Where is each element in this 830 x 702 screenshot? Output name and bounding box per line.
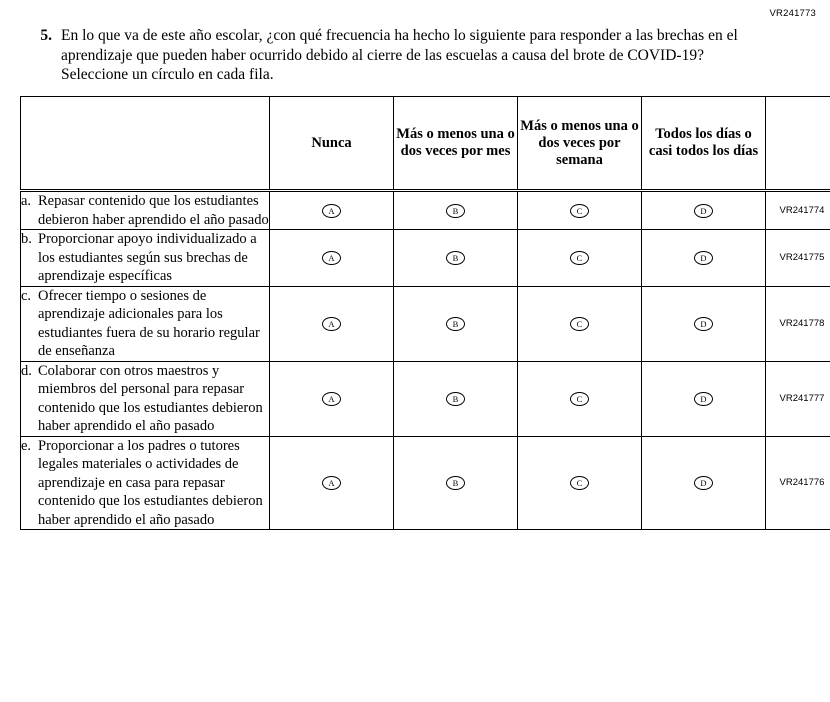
radio-bubble-icon[interactable]: D [694,392,713,406]
table-row [21,191,830,230]
radio-bubble-icon[interactable]: C [570,204,589,218]
bubble-a-monthly[interactable] [394,191,518,230]
bubble-c-monthly[interactable] [394,286,518,361]
radio-bubble-icon[interactable]: D [694,204,713,218]
header-option-daily: Todos los días o casi todos los días [642,97,766,191]
radio-bubble-icon[interactable]: C [570,392,589,406]
radio-bubble-icon[interactable]: B [446,476,465,490]
radio-bubble-icon[interactable]: C [570,317,589,331]
question-number: 5. [40,27,52,44]
row-letter: d. [21,362,32,379]
row-stem-e [21,436,270,530]
bubble-c-daily[interactable] [642,286,766,361]
header-id [766,97,830,191]
bubble-d-weekly[interactable] [518,361,642,436]
radio-bubble-icon[interactable]: D [694,317,713,331]
header-option-never: Nunca [270,97,394,191]
radio-bubble-icon[interactable]: A [322,317,341,331]
table-row [21,230,830,287]
header-option-weekly: Más o menos una o dos veces por semana [518,97,642,191]
radio-bubble-icon[interactable]: B [446,204,465,218]
bubble-e-monthly[interactable] [394,436,518,530]
bubble-e-weekly[interactable] [518,436,642,530]
response-grid [20,96,830,530]
row-letter: a. [21,193,32,209]
radio-bubble-icon[interactable]: D [694,476,713,490]
header-option-monthly: Más o menos una o dos veces por mes [394,97,518,191]
row-stem-c [21,286,270,361]
row-id-d: VR241777 [766,361,830,436]
row-id-c: VR241778 [766,286,830,361]
radio-bubble-icon[interactable]: B [446,392,465,406]
row-text: Proporcionar a los padres o tutores legales materiales o actividades de aprendizaje en casa para repasar contenido que los estudiantes debieron haber aprendido el año pasado [38,437,263,528]
row-text: Ofrecer tiempo o sesiones de aprendizaje adicionales para los estudiantes fuera de su horario regular de enseñanza [38,287,260,359]
table-row [21,286,830,361]
radio-bubble-icon[interactable]: C [570,476,589,490]
radio-bubble-icon[interactable]: B [446,251,465,265]
row-letter: b. [21,231,32,247]
radio-bubble-icon[interactable]: D [694,251,713,265]
table-row [21,436,830,530]
bubble-c-weekly[interactable] [518,286,642,361]
bubble-b-weekly[interactable] [518,230,642,287]
row-text: Repasar contenido que los estudiantes debieron haber aprendido el año pasado [38,193,269,228]
row-id-e: VR241776 [766,436,830,530]
radio-bubble-icon[interactable]: B [446,317,465,331]
header-stem [21,97,270,191]
row-stem-b [21,230,270,287]
bubble-b-daily[interactable] [642,230,766,287]
row-stem-d [21,361,270,436]
header-row [21,97,830,191]
bubble-a-daily[interactable] [642,191,766,230]
row-letter: e. [21,437,32,454]
row-stem-a [21,191,270,230]
row-text: Proporcionar apoyo individualizado a los estudiantes según sus brechas de aprendizaje específicas [38,231,257,284]
radio-bubble-icon[interactable]: A [322,476,341,490]
bubble-a-never[interactable] [270,191,394,230]
form-id-label: VR241773 [769,8,816,19]
radio-bubble-icon[interactable]: C [570,251,589,265]
radio-bubble-icon[interactable]: A [322,251,341,265]
bubble-b-monthly[interactable] [394,230,518,287]
row-text: Colaborar con otros maestros y miembros del personal para repasar contenido que los estudiantes debieron haber aprendido el año pasado [38,362,263,434]
bubble-d-daily[interactable] [642,361,766,436]
question-block [22,26,762,85]
table-row [21,361,830,436]
bubble-e-never[interactable] [270,436,394,530]
radio-bubble-icon[interactable]: A [322,204,341,218]
row-letter: c. [21,287,32,304]
row-id-b: VR241775 [766,230,830,287]
bubble-b-never[interactable] [270,230,394,287]
bubble-a-weekly[interactable] [518,191,642,230]
bubble-e-daily[interactable] [642,436,766,530]
bubble-c-never[interactable] [270,286,394,361]
radio-bubble-icon[interactable]: A [322,392,341,406]
bubble-d-never[interactable] [270,361,394,436]
question-text: En lo que va de este año escolar, ¿con qué frecuencia ha hecho lo siguiente para responder a las brechas en el aprendizaje que pueden haber ocurrido debido al cierre de las escuelas a causa del brote de COVID-19? Seleccione un círculo en cada fila. [61,27,738,83]
bubble-d-monthly[interactable] [394,361,518,436]
row-id-a: VR241774 [766,191,830,230]
